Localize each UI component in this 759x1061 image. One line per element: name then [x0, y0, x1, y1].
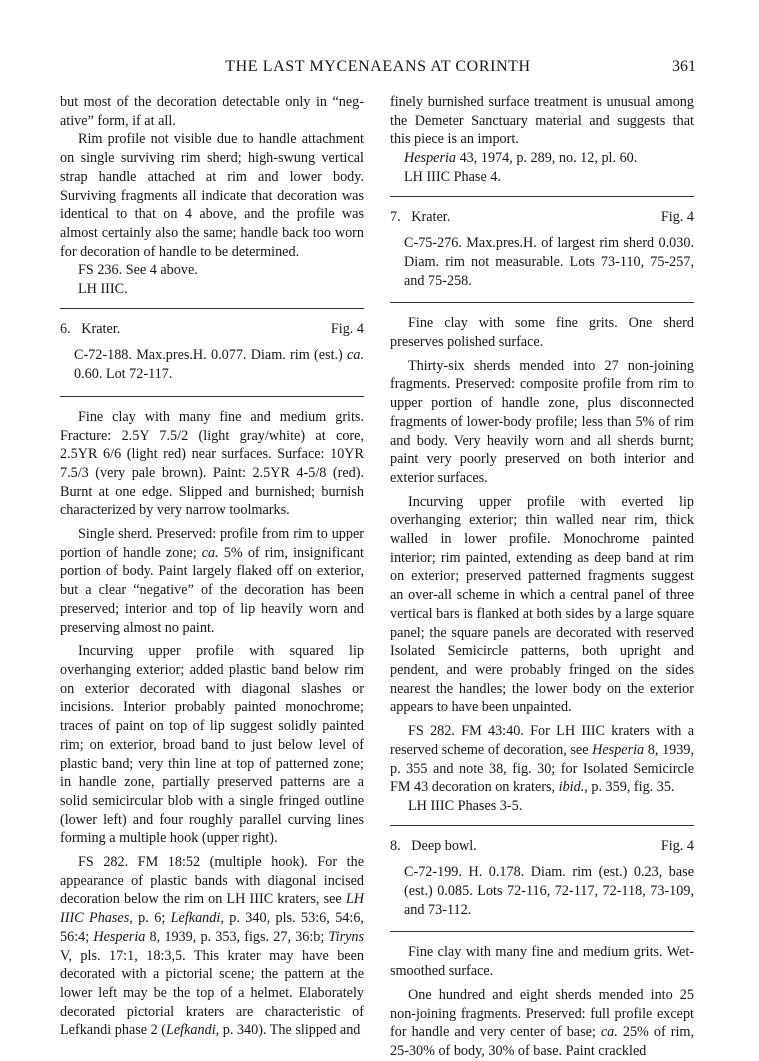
entry-title — [390, 837, 477, 856]
body-text: 8, 1939, p. 353, figs. 27, 36:b; — [145, 928, 329, 945]
citation-title: LH IIIC Phases — [60, 891, 364, 927]
body-text: 43, 1974, p. 289, no. 12, pl. 60. — [456, 150, 638, 167]
figure-reference: Fig. 4 — [660, 208, 694, 225]
fs-reference: FS 236. See 4 above. — [78, 262, 198, 279]
bibliography-citation — [390, 149, 694, 168]
citation-title: Tiryns — [328, 928, 364, 945]
catalog-text: 0.60. Lot 72-117. — [74, 366, 173, 383]
catalog-text-italic: ca. — [347, 347, 364, 364]
entry-divider — [60, 396, 364, 397]
body-text: , p. 359, fig. 35. — [584, 779, 675, 796]
entry-number: 6. — [60, 320, 71, 337]
citation-title: Hesperia — [93, 928, 146, 945]
body-text: 25% of rim, 25-30% of body, 30% of base. Paint crackled — [390, 1024, 694, 1059]
entry-divider — [390, 931, 694, 932]
entry-name: Deep bowl. — [411, 837, 477, 854]
catalog-data: C-75-276. Max.pres.H. of largest rim sherd 0.030. Diam. rim not measurable. Lots 73-110, 75-257, and 75-258. — [404, 235, 694, 289]
body-text: , p. 340). The slipped and — [215, 1022, 361, 1039]
fabric-description: Fine clay with many fine and medium grits. Wet-smoothed surface. — [390, 944, 694, 980]
entry-name: Krater. — [411, 208, 451, 225]
citation-title: Lefkandi — [170, 910, 221, 927]
continued-paragraph: finely burnished surface treatment is unusual among the Demeter Sanctuary material and suggests that this piece is an import. — [390, 94, 694, 148]
entry-heading-7 — [390, 208, 694, 227]
figure-reference: Fig. 4 — [330, 320, 364, 337]
citation-title: Hesperia — [404, 150, 457, 167]
date-line: LH IIIC. — [78, 281, 128, 298]
fs-discussion — [390, 722, 694, 797]
entry-number: 8. — [390, 837, 401, 854]
running-title: THE LAST MYCENAEANS AT CORINTH — [225, 58, 531, 75]
entry-title — [60, 320, 120, 339]
fabric-description: Fine clay with some fine grits. One sherd preserves polished surface. — [390, 315, 694, 351]
decoration-description: Incurving upper profile with squared lip overhanging exterior; added plastic band below rim on exterior decorated with diagonal slashes or incisions. Interior probably painted monochrome; traces of paint on top of lip suggest solidly painted rim; on exterior, broad band to just below level of plastic band; very thin line at top of patterned zone; in handle zone, partially preserved patterns are a solid semicircular blob with a single fringed outline (lower left) and four roughly parallel curving lines forming a multiple hook (upper right). — [60, 643, 364, 847]
body-text-italic: ca. — [201, 544, 219, 561]
preservation-description — [390, 986, 694, 1061]
entry-divider — [390, 302, 694, 303]
body-text: 8, 1939, p. 355 and note 38, fig. 30; for Isolated Semicircle FM 43 decoration on kraters, — [390, 741, 694, 796]
entry-divider — [390, 196, 694, 197]
preservation-description — [60, 525, 364, 637]
preservation-description: Thirty-six sherds mended into 27 non-joining fragments. Preserved: composite profile from rim to upper portion of handle zone, plus disconnected fragments of lower-body profile; less than 5% of rim and body. Very heavily worn and all sherds burnt; paint very poorly preserved on both interior and exterior surfaces. — [390, 357, 694, 486]
fabric-description: Fine clay with many fine and medium grits. Fracture: 2.5Y 7.5/2 (light gray/white) at core, 2.5YR 6/6 (light red) near surfaces. Surface: 10YR 7.5/3 (very pale brown). Paint: 2.5YR 4-5/8 (red). Burnt at one edge. Slipped and burnished; burnish characterized by very narrow toolmarks. — [60, 408, 364, 519]
entry-title — [390, 208, 450, 227]
catalog-data: C-72-199. H. 0.178. Diam. rim (est.) 0.23, base (est.) 0.085. Lots 72-116, 72-117, 72-118, 73-109, and 73-112. — [404, 864, 694, 918]
entry-heading-8 — [390, 837, 694, 856]
body-text: FS 282. FM 18:52 (multiple hook). For the appearance of plastic bands with diagonal incised decoration below the rim on LH IIIC kraters, see — [60, 854, 364, 908]
body-text: 5% of rim, insignificant portion of body. Paint largely flaked off on exterior, but a clear “negative” of the decoration has been preserved; interior and top of lip heavily worn and preserving almost no paint. — [60, 544, 365, 636]
decoration-description: Incurving upper profile with everted lip overhanging exterior; thin walled near rim, thick walled in lower profile. Monochrome painted interior; rim painted, extending as deep band at rim on exterior; preserved patterned fragments suggest an over-all scheme in which a central panel of three vertical bars is flanked at both sides by a large square panel; the square panels are decorated with reserved Isolated Semicircle patterns, both upright and pendent, and were probably fringed on the sides nearest the handles; the lower body on the exterior appears to have been unpainted. — [390, 493, 694, 716]
right-column — [390, 93, 694, 1061]
catalog-text: C-72-188. Max.pres.H. 0.077. Diam. rim (est.) — [74, 347, 348, 364]
citation-title: Lefkandi — [165, 1022, 216, 1039]
body-text: , p. 340, pls. 53:6, 54:6, 56:4; — [60, 910, 364, 945]
entry-name: Krater. — [81, 320, 121, 337]
fs-discussion — [60, 853, 364, 1040]
body-text-italic: ca. — [600, 1024, 618, 1041]
date-line: LH IIIC Phase 4. — [404, 168, 501, 185]
continued-paragraph: Rim profile not visible due to handle attachment on single surviving rim sherd; high-swung vertical strap handle attached at rim and lower body. Surviving fragments all indicate that decoration was identical to that on 4 above, and the profile was almost certainly also the same; handle back too worn for decoration of handle to be determined. — [60, 131, 364, 260]
figure-reference: Fig. 4 — [660, 837, 694, 854]
body-text: FS 282. FM 43:40. For LH IIIC kraters with a reserved scheme of decoration, see — [390, 723, 694, 758]
body-text: , p. 6; — [129, 910, 171, 927]
entry-divider — [390, 825, 694, 826]
page-number: 361 — [672, 58, 696, 75]
catalog-data — [60, 346, 364, 383]
entry-divider — [60, 308, 364, 309]
entry-heading-6 — [60, 320, 364, 339]
entry-number: 7. — [390, 208, 401, 225]
body-text: One hundred and eight sherds mended into 25 non-joining fragments. Preserved: full profile except for handle and very center of base; — [390, 986, 694, 1041]
left-column — [60, 93, 364, 1040]
citation-title: Hesperia — [592, 741, 645, 758]
citation-title: ibid. — [558, 779, 585, 796]
page-header — [60, 58, 696, 82]
body-text: V, pls. 17:1, 18:3,5. This krater may have been decorated with a pictorial scene; the pattern at the lower left may be the top of a helmet. Elaborately decorated pictorial kraters are characteristic of Lefkandi phase 2 ( — [60, 947, 364, 1039]
continued-paragraph: but most of the decoration detectable only in “neg-ative” form, if at all. — [60, 94, 364, 129]
body-text: Single sherd. Preserved: profile from rim to upper portion of handle zone; — [60, 526, 364, 561]
date-line: LH IIIC Phases 3-5. — [408, 797, 523, 814]
